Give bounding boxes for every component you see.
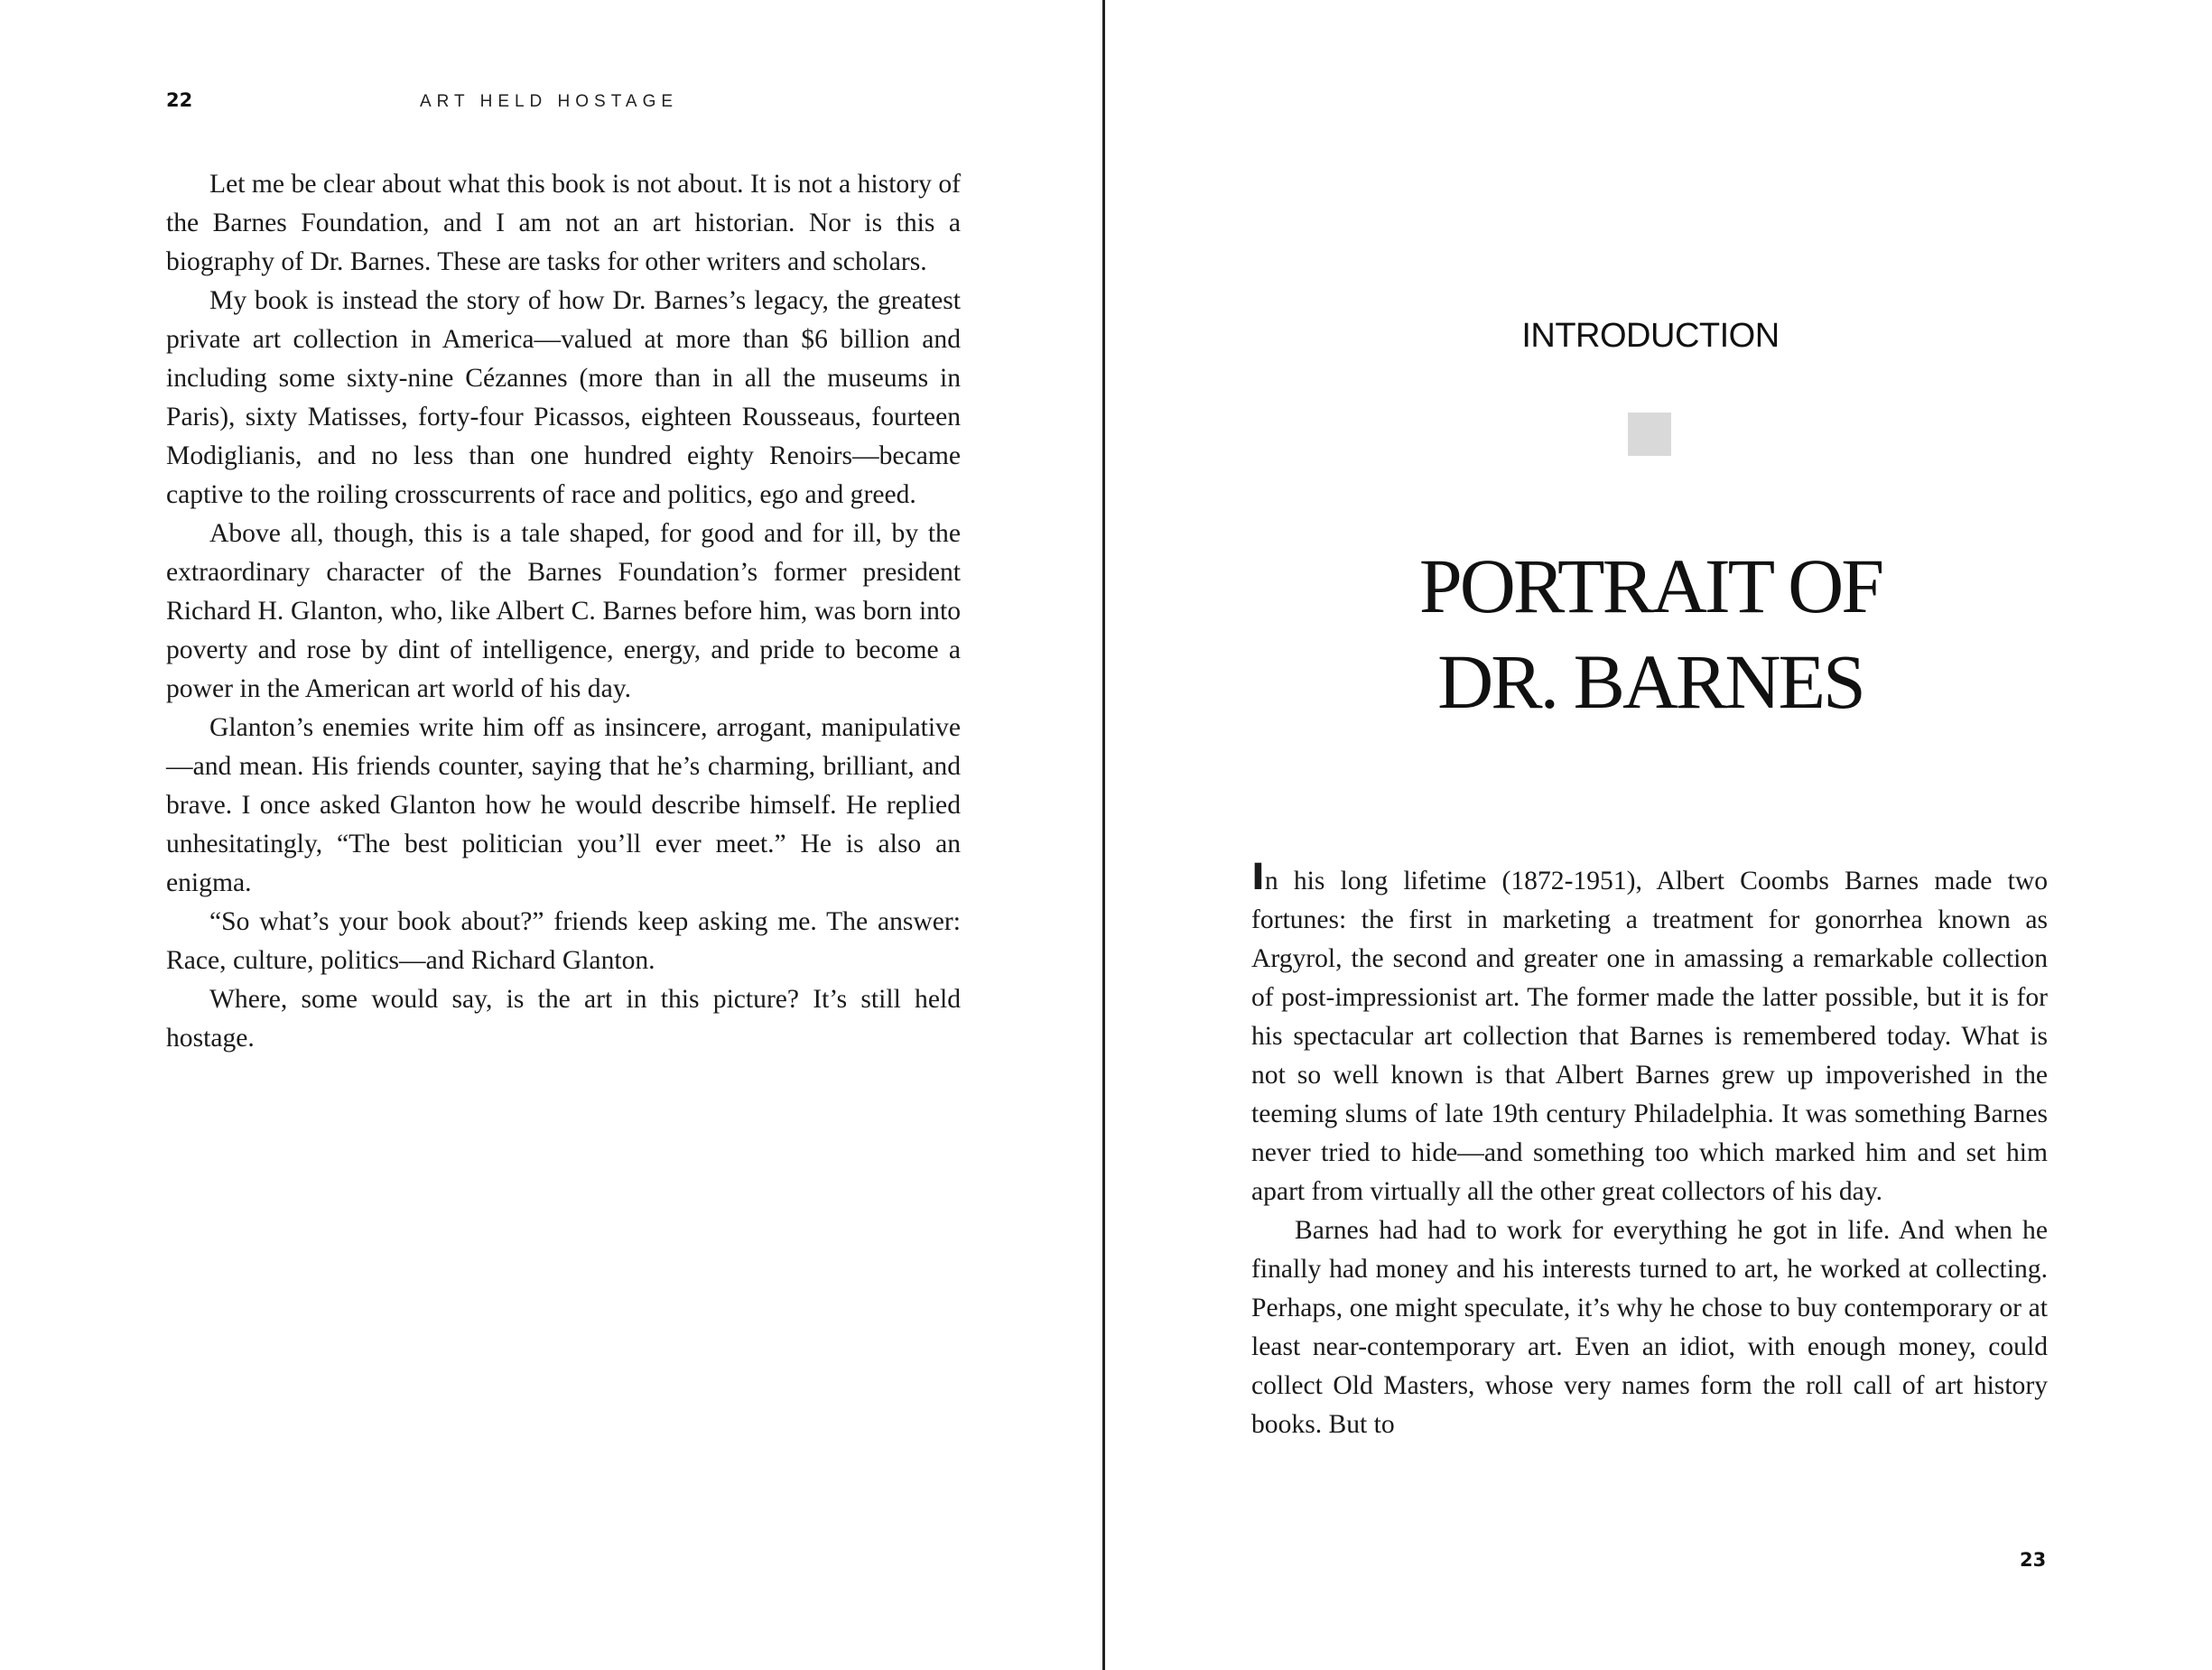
right-body-text — [1251, 857, 2048, 1444]
body-paragraph: My book is instead the story of how Dr. Barnes’s legacy, the greatest private art collection in America—valued at more than $6 billion and including some sixty-nine Cézannes (more than in all the museums in Paris), sixty Matisses, forty-four Picassos, eighteen Rousseaus, fourteen Modiglianis, and no less than one hundred eighty Renoirs—became captive to the roiling crosscurrents of race and politics, ego and greed. — [166, 286, 961, 509]
body-paragraph: Where, some would say, is the art in this picture? It’s still held hostage. — [166, 985, 961, 1053]
body-paragraph: “So what’s your book about?” friends keep asking me. The answer: Race, culture, politics—and Richard Glanton. — [166, 907, 961, 975]
body-paragraph: Glanton’s enemies write him off as insincere, arrogant, manipulative—and mean. His friends counter, saying that he’s charming, brilliant, and brave. I once asked Glanton how he would describe himself. He replied unhesitatingly, “The best politician you’ll ever meet.” He is also an enigma. — [166, 713, 961, 897]
chapter-title-line: DR. BARNES — [1437, 638, 1863, 725]
chapter-title — [1289, 538, 2012, 729]
page-number-left: 22 — [166, 89, 193, 111]
opening-paragraph-text: n his long lifetime (1872-1951), Albert Coombs Barnes made two fortunes: the first in marketing a treatment for gonorrhea known as Argyrol, the second and greater one in amassing a remarkable collection of post-impressionist art. The former made the latter possible, but it is for his spectacular art collection that Barnes is remembered today. What is not so well known is that Albert Barnes grew up impoverished in the teeming slums of late 19th century Philadelphia. It was something Barnes never tried to hide—and something too which marked him and set him apart from virtually all the other great collectors of his day. — [1251, 867, 2048, 1206]
body-paragraph: Barnes had had to work for everything he got in life. And when he finally had money and his interests turned to art, he worked at collecting. Perhaps, one might speculate, it’s why he chose to buy contemporary or at least near-contemporary art. Even an idiot, with enough money, could collect Old Masters, whose very names form the roll call of art history books. But to — [1251, 1216, 2048, 1439]
opening-paragraph — [1251, 857, 2048, 1211]
body-paragraph: Above all, though, this is a tale shaped, for good and for ill, by the extraordinary character of the Barnes Foundation’s former president Richard H. Glanton, who, like Albert C. Barnes before him, was born into poverty and rose by dint of intelligence, energy, and pride to become a power in the American art world of his day. — [166, 519, 961, 703]
drop-cap: I — [1251, 857, 1265, 898]
page-number-right: 23 — [2020, 1549, 2047, 1571]
body-paragraph: Let me be clear about what this book is not about. It is not a history of the Barnes Foundation, and I am not an art historian. Nor is this a biography of Dr. Barnes. These are tasks for other writers and scholars. — [166, 170, 961, 276]
ornament-square — [1628, 413, 1671, 456]
chapter-label: INTRODUCTION — [1521, 317, 1780, 355]
left-body-text — [166, 165, 961, 1058]
chapter-title-line: PORTRAIT OF — [1418, 543, 1882, 629]
left-page — [0, 0, 1105, 1670]
running-head: ART HELD HOSTAGE — [420, 92, 679, 111]
